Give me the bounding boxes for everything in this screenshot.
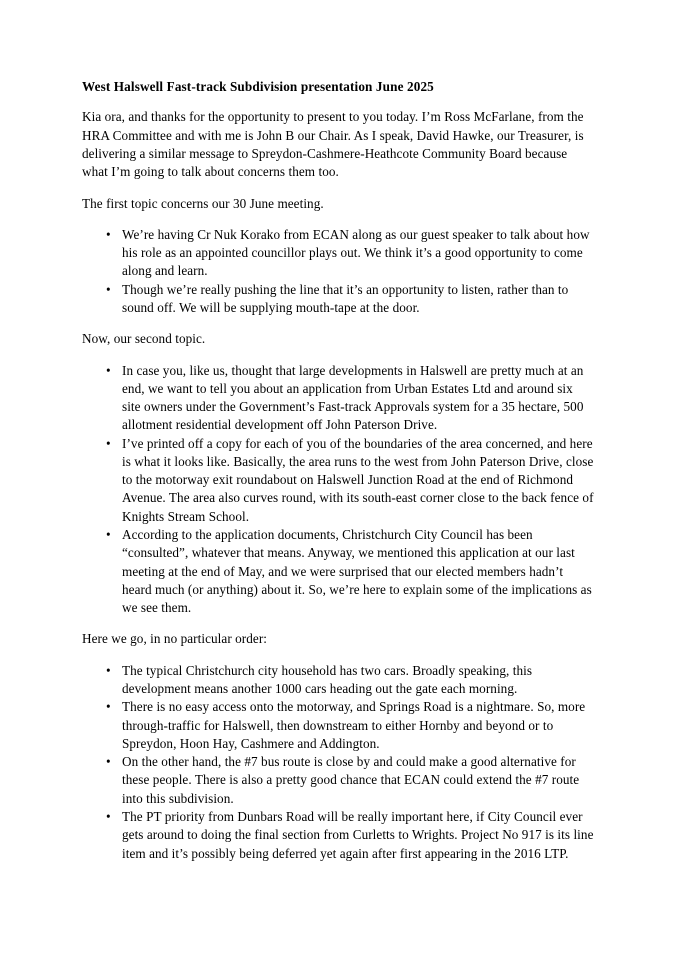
list-item bbox=[82, 435, 594, 526]
first-topic-list bbox=[82, 226, 594, 317]
intro-paragraph: Kia ora, and thanks for the opportunity to present to you today. I’m Ross McFarlane, from the HRA Committee and with me is John B our Chair. As I speak, David Hawke, our Treasurer, is delivering a similar message to Spreydon-Cashmere-Heathcote Community Board because what I’m going to talk about concerns them too. bbox=[82, 109, 584, 180]
list-item bbox=[82, 808, 594, 863]
bullet-icon: • bbox=[106, 281, 111, 297]
list-item-text: The PT priority from Dunbars Road will be really important here, if City Council ever gets around to doing the final section from Curletts to Wrights. Project No 917 is its line item and it’s possibly being deferred yet again after first appearing in the 2016 LTP. bbox=[122, 808, 594, 861]
first-topic-paragraph: The first topic concerns our 30 June meeting. bbox=[82, 195, 324, 211]
list-item-text: On the other hand, the #7 bus route is close by and could make a good alternative for these people. There is also a pretty good chance that ECAN could extend the #7 route into this subdivision. bbox=[122, 754, 580, 806]
list-item-text: Though we’re really pushing the line that it’s an opportunity to listen, rather than to sound off. We will be supplying mouth-tape at the door. bbox=[122, 281, 569, 315]
list-item-text: I’ve printed off a copy for each of you of the boundaries of the area concerned, and here is what it looks like. Basically, the area runs to the west from John Paterson Drive, close to the motorway exit roundabout on Halswell Junction Road at the end of Richmond Avenue. The area also curves round, with its south-east corner close to the back fence of Knights Stream School. bbox=[122, 435, 594, 524]
list-item-text: According to the application documents, Christchurch City Council has been “consulted”, whatever that means. Anyway, we mentioned this application at our last meeting at the end of May, and we were surprised that our elected members hadn’t heard much (or anything) about it. So, we’re here to explain some of the implications as we see them. bbox=[122, 527, 592, 616]
list-item bbox=[82, 362, 594, 435]
list-item bbox=[82, 281, 594, 318]
list-item-text: The typical Christchurch city household has two cars. Broadly speaking, this development means another 1000 cars heading out the gate each morning. bbox=[122, 662, 533, 697]
bullet-icon: • bbox=[106, 662, 111, 678]
list-item bbox=[82, 698, 594, 753]
implications-list bbox=[82, 662, 594, 863]
bullet-icon: • bbox=[106, 754, 111, 770]
second-topic-paragraph: Now, our second topic. bbox=[82, 331, 206, 347]
list-item-text: We’re having Cr Nuk Korako from ECAN along as our guest speaker to talk about how his role as an appointed councillor plays out. We think it’s a good opportunity to come along and learn. bbox=[122, 226, 590, 279]
bullet-icon: • bbox=[106, 808, 111, 824]
list-item bbox=[82, 753, 594, 808]
bullet-icon: • bbox=[106, 362, 111, 378]
list-item bbox=[82, 662, 594, 699]
here-we-go-paragraph: Here we go, in no particular order: bbox=[82, 631, 268, 647]
second-topic-list bbox=[82, 362, 594, 618]
list-item-text: There is no easy access onto the motorway, and Springs Road is a nightmare. So, more through-traffic for Halswell, then downstream to either Hornby and beyond or to Spreydon, Hoon Hay, Cashmere and Addington. bbox=[122, 699, 586, 751]
list-item bbox=[82, 226, 594, 281]
bullet-icon: • bbox=[106, 435, 111, 451]
bullet-icon: • bbox=[106, 226, 111, 242]
document-body bbox=[82, 108, 594, 862]
list-item-text: In case you, like us, thought that large developments in Halswell are pretty much at an end, we want to tell you about an application from Urban Estates Ltd and around six site owners under the Government’s Fast-track Approvals system for a 35 hectare, 500 allotment residential development off John Paterson Drive. bbox=[122, 362, 584, 433]
bullet-icon: • bbox=[106, 527, 111, 543]
bullet-icon: • bbox=[106, 699, 111, 715]
page-title: West Halswell Fast-track Subdivision presentation June 2025 bbox=[82, 79, 434, 94]
list-item bbox=[82, 526, 594, 617]
